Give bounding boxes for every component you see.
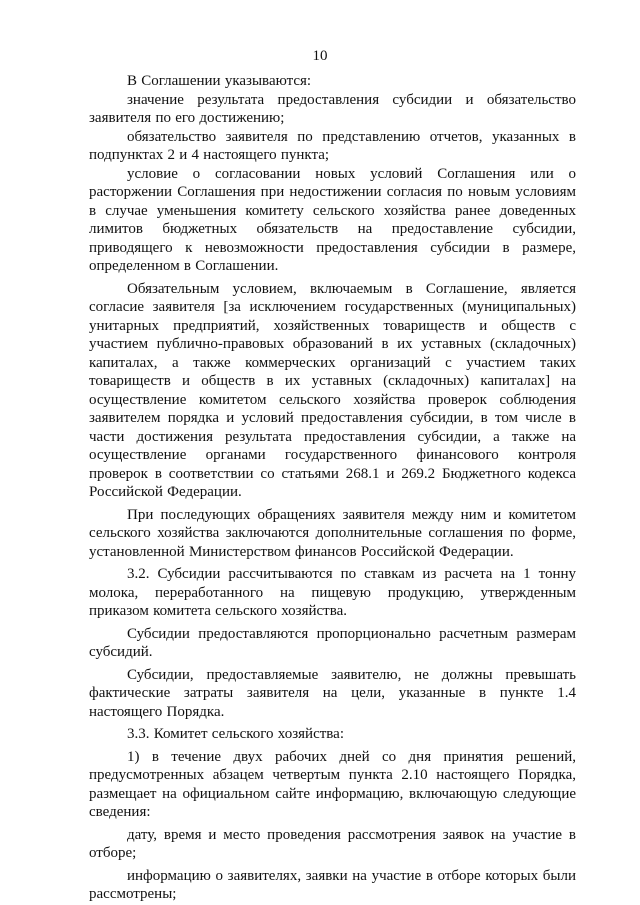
paragraph-applicants-info: информацию о заявителях, заявки на участие в отборе которых были рассмотрены; — [89, 867, 576, 902]
paragraph-reporting-obligation: обязательство заявителя по представлению отчетов, указанных в подпунктах 2 и 4 настоящего пункта; — [89, 128, 576, 163]
paragraph-proportional: Субсидии предоставляются пропорционально расчетным размерам субсидий. — [89, 625, 576, 660]
paragraph-additional-agreements: При последующих обращениях заявителя между ним и комитетом сельского хозяйства заключаются дополнительные соглашения по форме, установленной Министерством финансов Российской Федерации. — [89, 506, 576, 560]
paragraph-result-value: значение результата предоставления субсидии и обязательство заявителя по его достижению; — [89, 91, 576, 126]
paragraph-3-3-committee: 3.3. Комитет сельского хозяйства: — [127, 726, 345, 742]
paragraph-date-time-place: дату, время и место проведения рассмотрения заявок на участие в отборе; — [89, 826, 576, 861]
paragraph-not-exceed: Субсидии, предоставляемые заявителю, не должны превышать фактические затраты заявителя на цели, указанные в пункте 1.4 настоящего Порядка. — [89, 666, 576, 720]
paragraph-mandatory-condition: Обязательным условием, включаемым в Соглашение, является согласие заявителя [за исключением государственных (муниципальных) унитарных предприятий, хозяйственных товариществ и обществ с участием публично-правовых образований в их уставных (складочных) капиталах, а также коммерческих организаций с участием таких товариществ и обществ в их уставных (складочных) капиталах] на осуществление комитетом сельского хозяйства проверок соблюдения заявителем порядка и условий предоставления субсидии, в том числе в части достижения результата предоставления субсидии, а также на осуществление органами государственного финансового контроля проверок в соответствии со статьями 268.1 и 269.2 Бюджетного кодекса Российской Федерации. — [89, 280, 576, 500]
paragraph-3-2-rates: 3.2. Субсидии рассчитываются по ставкам из расчета на 1 тонну молока, переработанного на пищевую продукцию, утвержденным приказом комитета сельского хозяйства. — [89, 566, 576, 619]
paragraph-item-1: 1) в течение двух рабочих дней со дня принятия решений, предусмотренных абзацем четвертым пункта 2.10 настоящего Порядка, размещает на официальном сайте информацию, включающую следующие сведения: — [89, 748, 576, 820]
paragraph-agreement-intro: В Соглашении указываются: — [127, 73, 312, 89]
page-number: 10 — [312, 48, 328, 64]
paragraph-new-conditions: условие о согласовании новых условий Соглашения или о расторжении Соглашения при недостижении согласия по новым условиям в случае уменьшения комитету сельского хозяйства ранее доведенных лимитов бюджетных обязательств на предоставление субсидии, приводящего к невозможности предоставления субсидии в размере, определенном в Соглашении. — [89, 165, 576, 274]
document-body — [89, 72, 576, 904]
